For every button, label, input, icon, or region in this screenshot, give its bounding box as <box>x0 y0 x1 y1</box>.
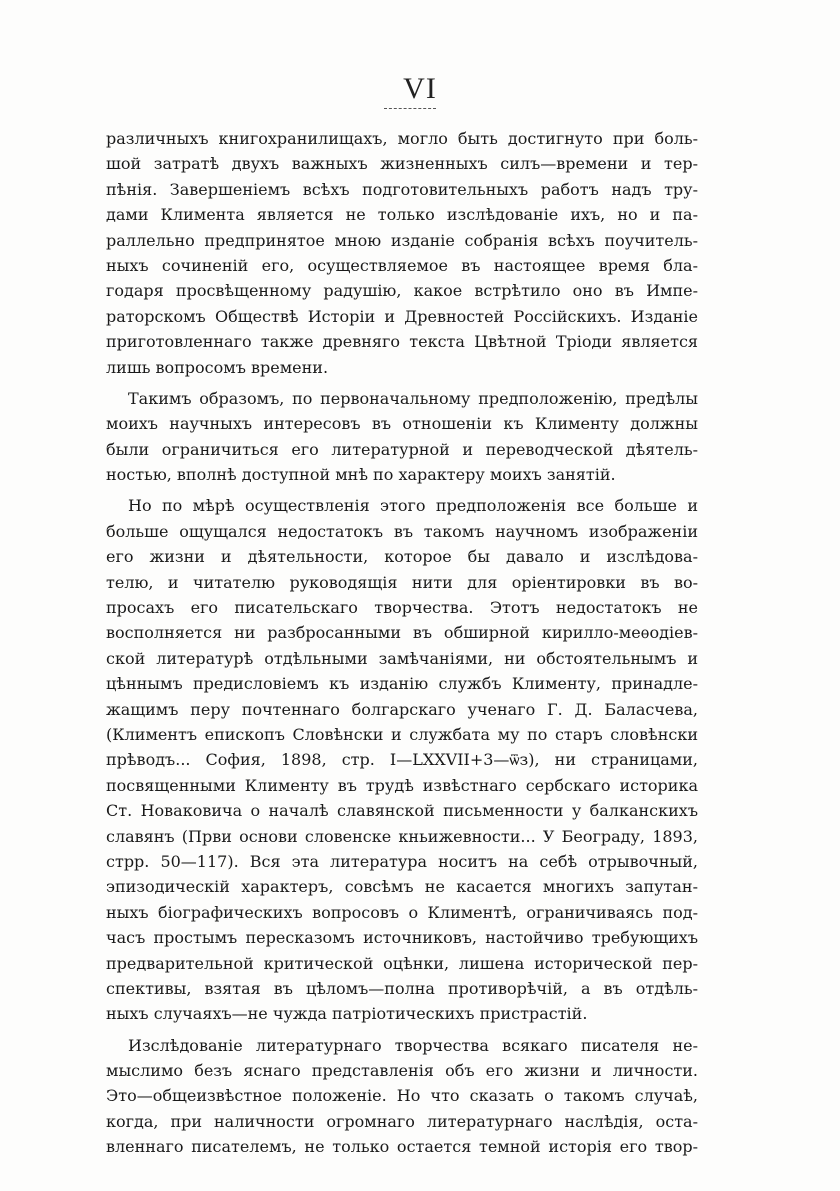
paragraph <box>106 1033 698 1160</box>
body-text <box>106 126 698 1166</box>
text-line: эпизодическій характеръ, совсѣмъ не касается многихъ запутан- <box>106 877 698 897</box>
paragraph <box>106 386 698 488</box>
text-line: спективы, взятая въ цѣломъ—полна противорѣчій, а въ отдѣль- <box>106 978 698 998</box>
text-line: славянъ (Први основи словенске кньижевности... У Београду, 1893, <box>106 826 698 846</box>
text-line: ныхъ случаяхъ—не чужда патріотическихъ пристрастій. <box>106 1004 588 1024</box>
text-line: телю, и читателю руководящія нити для оріентировки въ во- <box>106 572 698 592</box>
text-line: Изслѣдованіе литературнаго творчества всякаго писателя не- <box>128 1035 698 1055</box>
text-line: (Климентъ епископъ Словѣнски и службата му по старъ словѣнски <box>106 724 698 744</box>
text-line: Такимъ образомъ, по первоначальному предположенію, предѣлы <box>128 388 698 408</box>
text-line: восполняется ни разбросанными въ обширной кирилло-меѳодіев- <box>106 623 698 643</box>
text-line: ностью, вполнѣ доступной мнѣ по характеру моихъ занятій. <box>106 465 616 485</box>
text-line: ской литературѣ отдѣльными замѣчаніями, ни обстоятельнымъ и <box>106 648 698 668</box>
text-line: прѣводъ... София, 1898, стр. I—LXXVII+3—ѿз), ни страницами, <box>106 750 698 770</box>
page-number: VI <box>403 72 437 105</box>
text-line: мыслимо безъ яснаго представленія объ его жизни и личности. <box>106 1061 698 1081</box>
text-line: Но по мѣрѣ осуществленія этого предположенія все больше и <box>128 496 698 516</box>
text-line: приготовленнаго также древняго текста Цвѣтной Тріоди является <box>106 332 698 352</box>
text-line: моихъ научныхъ интересовъ въ отношеніи къ Клименту должны <box>106 414 698 434</box>
page-number-rule <box>384 108 436 109</box>
text-line: дами Климента является не только изслѣдованіе ихъ, но и па- <box>106 205 698 225</box>
text-line: годаря просвѣщенному радушію, какое встрѣтило оно въ Импе- <box>106 281 698 301</box>
text-line: предварительной критической оцѣнки, лишена исторической пер- <box>106 953 698 973</box>
text-line: раторскомъ Обществѣ Исторіи и Древностей Россійскихъ. Изданіе <box>106 306 698 326</box>
paragraph <box>106 493 698 1026</box>
text-line: когда, при наличности огромнаго литературнаго наслѣдія, оста- <box>106 1111 698 1131</box>
text-line: шой затратѣ двухъ важныхъ жизненныхъ силъ—времени и тер- <box>106 154 698 174</box>
text-line: лишь вопросомъ времени. <box>106 357 329 377</box>
text-line: ныхъ біографическихъ вопросовъ о Климентѣ, ограничиваясь под- <box>106 902 698 922</box>
text-line: цѣннымъ предисловіемъ къ изданію службъ Клименту, принадле- <box>106 674 698 694</box>
paragraph <box>106 126 698 380</box>
text-line: Ст. Новаковича о началѣ славянской письменности у балканскихъ <box>106 801 698 821</box>
text-line: его жизни и дѣятельности, которое бы давало и изслѣдова- <box>106 547 698 567</box>
text-line: посвященными Клименту въ трудѣ извѣстнаго сербскаго историка <box>106 775 698 795</box>
text-line: вленнаго писателемъ, не только остается темной исторія его твор- <box>106 1137 698 1157</box>
text-line: различныхъ книгохранилищахъ, могло быть достигнуто при боль- <box>106 129 698 148</box>
text-line: раллельно предпринятое мною изданіе собранія всѣхъ поучитель- <box>106 230 698 250</box>
text-line: пѣнія. Завершеніемъ всѣхъ подготовительныхъ работъ надъ тру- <box>106 179 698 199</box>
text-line: просахъ его писательскаго творчества. Этотъ недостатокъ не <box>106 598 698 618</box>
text-line: жащимъ перу почтеннаго болгарскаго ученаго Г. Д. Баласчева, <box>106 699 698 719</box>
text-line: больше ощущался недостатокъ въ такомъ научномъ изображеніи <box>106 521 698 541</box>
text-line: часъ простымъ пересказомъ источниковъ, настойчиво требующихъ <box>106 928 698 948</box>
text-line: ныхъ сочиненій его, осуществляемое въ настоящее время бла- <box>106 255 698 275</box>
text-line: стрр. 50—117). Вся эта литература носитъ на себѣ отрывочный, <box>106 851 698 871</box>
text-line: Это—общеизвѣстное положеніе. Но что сказать о такомъ случаѣ, <box>106 1086 698 1106</box>
text-line: были ограничиться его литературной и переводческой дѣятель- <box>106 439 698 459</box>
